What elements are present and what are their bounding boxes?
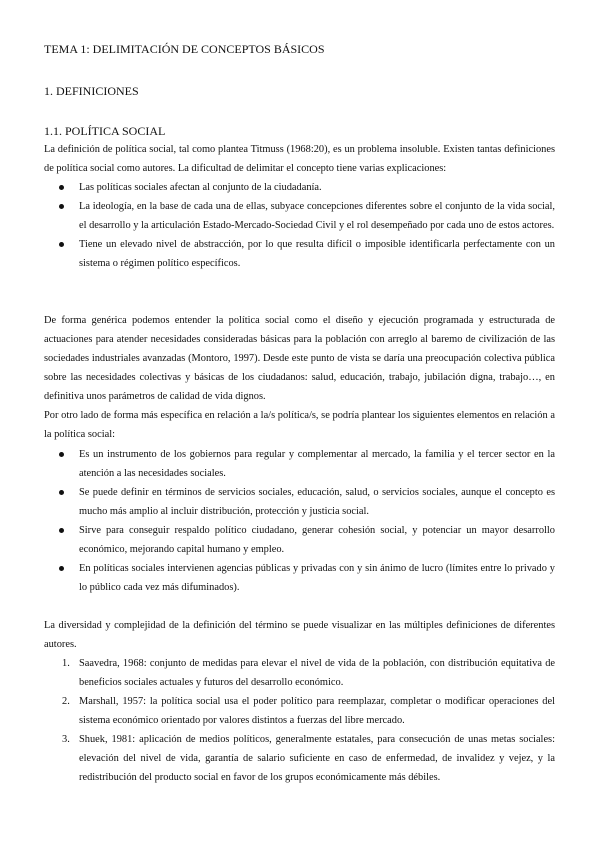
list-number: 1. <box>62 658 70 669</box>
list-item-text: Saavedra, 1968: conjunto de medidas para elevar el nivel de vida de la población, con distribución equitativa de beneficios sociales actuales y futuros del desarrollo económico. <box>79 658 555 688</box>
bullet-list-elements <box>0 445 555 597</box>
list-item-text: Shuek, 1981: aplicación de medios políticos, generalmente estatales, para consecución de unas metas sociales: elevación del nivel de vida, garantía de salario suficiente en caso de enfermedad, de invalidez y vejez, y la redistribución del producto social en favor de los grupos económicamente más débiles. <box>79 734 555 783</box>
specific-elements-paragraph: Por otro lado de forma más específica en relación a la/s política/s, se podría plantear los siguientes elementos en relación a la política social: <box>44 410 555 440</box>
list-item-text: La ideología, en la base de cada una de ellas, subyace concepciones diferentes sobre el conjunto de la vida social, el desarrollo y la articulación Estado-Mercado-Sociedad Civil y el rol desempeñado por cada uno de estos actores. <box>79 201 555 231</box>
list-item-text: Tiene un elevado nivel de abstracción, por lo que resulta difícil o imposible identificarla perfectamente con un sistema o régimen político específicos. <box>79 239 555 269</box>
list-item <box>0 654 555 692</box>
list-number: 2. <box>62 696 70 707</box>
list-item <box>0 178 555 197</box>
list-item-text: Es un instrumento de los gobiernos para regular y complementar al mercado, la familia y el tercer sector en la atención a las necesidades sociales. <box>79 449 555 479</box>
list-item-text: Las políticas sociales afectan al conjunto de la ciudadanía. <box>79 182 322 193</box>
bullet-icon <box>59 490 64 495</box>
intro-paragraph: La definición de política social, tal como plantea Titmuss (1968:20), es un problema insoluble. Existen tantas definiciones de política social como autores. La dificultad de delimitar el concepto tiene varias explicaciones: <box>44 144 555 174</box>
bullet-icon <box>59 242 64 247</box>
list-item <box>0 197 555 235</box>
bullet-list-difficulties <box>0 178 555 273</box>
bullet-icon <box>59 185 64 190</box>
list-item-text: Sirve para conseguir respaldo político ciudadano, generar cohesión social, y potenciar un mayor desarrollo económico, mejorando capital humano y empleo. <box>79 525 555 555</box>
generic-definition-paragraph: De forma genérica podemos entender la política social como el diseño y ejecución programada y estructurada de actuaciones para atender necesidades consideradas básicas para la población con arreglo al baremo de civilización de las sociedades industriales avanzadas (Montoro, 1997). Desde este punto de vista se daría una preocupación colectiva pública sobre las necesidades colectivas y básicas de los ciudadanos: salud, educación, trabajo, jubilación digna, trabajo…, en definitiva unos parámetros de calidad de vida dignos. <box>44 315 555 402</box>
list-item-text: En políticas sociales intervienen agencias públicas y privadas con y sin ánimo de lucro (límites entre lo privado y lo público cada vez más difuminados). <box>79 563 555 593</box>
list-item <box>0 483 555 521</box>
bullet-icon <box>59 566 64 571</box>
section-heading: 1. DEFINICIONES <box>44 84 139 98</box>
list-item-text: Se puede definir en términos de servicios sociales, educación, salud, o servicios sociales, aunque el concepto es mucho más amplio al incluir distribución, protección y justicia social. <box>79 487 555 517</box>
list-item <box>0 692 555 730</box>
bullet-icon <box>59 452 64 457</box>
document-title: TEMA 1: DELIMITACIÓN DE CONCEPTOS BÁSICOS <box>44 42 325 56</box>
subsection-heading: 1.1. POLÍTICA SOCIAL <box>44 124 166 138</box>
list-item <box>0 445 555 483</box>
diversity-paragraph: La diversidad y complejidad de la definición del término se puede visualizar en las múltiples definiciones de diferentes autores. <box>44 620 555 650</box>
list-item <box>0 730 555 787</box>
list-item <box>0 521 555 559</box>
list-item <box>0 235 555 273</box>
list-number: 3. <box>62 734 70 745</box>
bullet-icon <box>59 204 64 209</box>
bullet-icon <box>59 528 64 533</box>
list-item-text: Marshall, 1957: la política social usa el poder político para reemplazar, completar o modificar operaciones del sistema económico orientado por valores distintos a fuerzas del libre mercado. <box>79 696 555 726</box>
list-item <box>0 559 555 597</box>
numbered-definitions-list <box>0 654 555 787</box>
